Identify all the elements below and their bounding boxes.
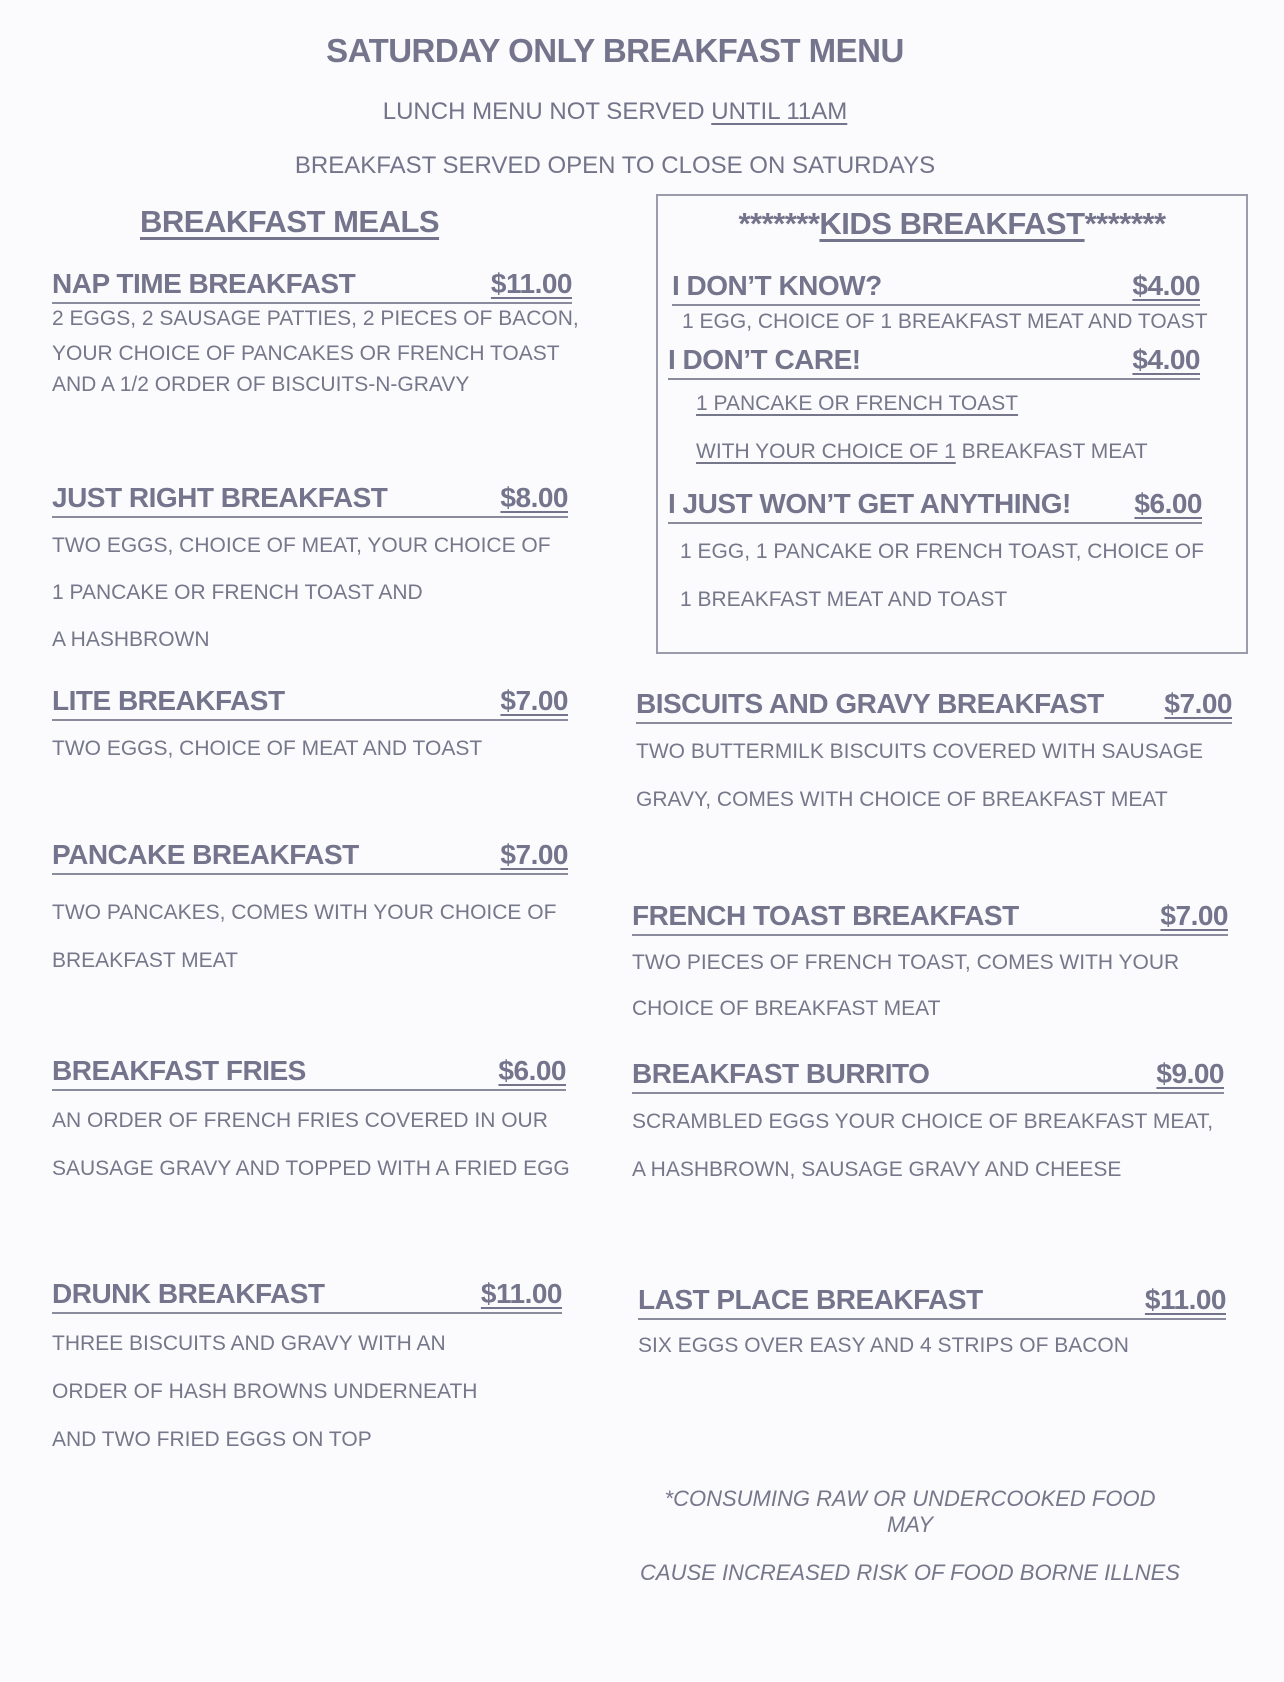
description-line: TWO PIECES OF FRENCH TOAST, COMES WITH YOUR: [632, 951, 1180, 974]
item-header: [668, 488, 1202, 524]
description-line: [696, 428, 1200, 476]
menu-item-pancake: [52, 839, 568, 985]
item-description: [52, 522, 568, 663]
item-header: [52, 839, 568, 875]
item-price: $11.00: [490, 268, 572, 299]
item-description: [52, 304, 579, 396]
kids-breakfast-heading: [658, 206, 1246, 242]
item-header: [638, 1284, 1226, 1320]
item-description: [52, 889, 568, 985]
item-price: $9.00: [1156, 1058, 1224, 1089]
item-name: NAP TIME BREAKFAST: [52, 268, 356, 299]
description-line: TWO PANCAKES, COMES WITH YOUR CHOICE OF: [52, 901, 557, 924]
item-description: [672, 306, 1208, 338]
disclaimer-line: CAUSE INCREASED RISK OF FOOD BORNE ILLNES: [640, 1560, 1180, 1585]
kids-item-dont-care: [668, 344, 1200, 476]
stars-left: *******: [738, 206, 820, 241]
disclaimer-line: *CONSUMING RAW OR UNDERCOOKED FOOD MAY: [664, 1486, 1156, 1537]
item-name: BISCUITS AND GRAVY BREAKFAST: [636, 688, 1104, 719]
item-name: DRUNK BREAKFAST: [52, 1278, 325, 1309]
item-header: [52, 1055, 566, 1091]
description-line: 1 PANCAKE OR FRENCH TOAST AND: [52, 581, 423, 604]
kids-item-dont-know: [672, 270, 1208, 338]
description-line: AN ORDER OF FRENCH FRIES COVERED IN OUR: [52, 1109, 548, 1132]
item-description: [668, 380, 1200, 476]
item-name: I DON’T KNOW?: [672, 270, 882, 301]
description-line: THREE BISCUITS AND GRAVY WITH AN: [52, 1332, 446, 1355]
item-description: [52, 725, 568, 772]
item-name: LITE BREAKFAST: [52, 685, 285, 716]
item-header: [636, 688, 1232, 724]
menu-item-lite: [52, 685, 568, 772]
kids-item-wont-get-anything: [668, 488, 1202, 624]
breakfast-meals-heading: BREAKFAST MEALS: [140, 204, 440, 239]
item-description: [52, 1097, 570, 1193]
menu-item-last-place: [638, 1284, 1226, 1370]
menu-item-breakfast-fries: [52, 1055, 570, 1193]
description-line: BREAKFAST MEAT: [52, 949, 238, 972]
description-line: TWO EGGS, CHOICE OF MEAT, YOUR CHOICE OF: [52, 534, 551, 557]
hours-notice: BREAKFAST SERVED OPEN TO CLOSE ON SATURDAYS: [294, 152, 936, 179]
description-line: SCRAMBLED EGGS YOUR CHOICE OF BREAKFAST MEAT,: [632, 1110, 1214, 1133]
description-line: AND TWO FRIED EGGS ON TOP: [52, 1428, 372, 1451]
item-price: $4.00: [1132, 270, 1200, 301]
stars-right: *******: [1084, 206, 1166, 241]
kids-heading-text: KIDS BREAKFAST: [819, 206, 1085, 241]
item-header: [52, 1278, 562, 1314]
item-price: $8.00: [500, 482, 568, 513]
item-name: BREAKFAST BURRITO: [632, 1058, 930, 1089]
description-line: 1 EGG, CHOICE OF 1 BREAKFAST MEAT AND TOAST: [682, 310, 1208, 333]
item-name: BREAKFAST FRIES: [52, 1055, 306, 1086]
menu-item-biscuits-gravy: [636, 688, 1232, 824]
description-line: SIX EGGS OVER EASY AND 4 STRIPS OF BACON: [638, 1334, 1129, 1357]
item-name: I DON’T CARE!: [668, 344, 861, 375]
description-line: 1 PANCAKE OR FRENCH TOAST: [696, 392, 1019, 415]
item-price: $6.00: [1134, 488, 1202, 519]
item-name: JUST RIGHT BREAKFAST: [52, 482, 388, 513]
item-name: FRENCH TOAST BREAKFAST: [632, 900, 1019, 931]
kids-breakfast-box: [656, 194, 1248, 654]
description-line: YOUR CHOICE OF PANCAKES OR FRENCH TOAST: [52, 342, 560, 365]
item-header: [52, 482, 568, 518]
lunch-notice-time: UNTIL 11AM: [711, 98, 848, 125]
menu-title: SATURDAY ONLY BREAKFAST MENU: [326, 32, 904, 69]
menu-item-drunk: [52, 1278, 562, 1464]
food-safety-disclaimer: [640, 1486, 1180, 1608]
menu-item-burrito: [632, 1058, 1224, 1194]
description-line: A HASHBROWN, SAUSAGE GRAVY AND CHEESE: [632, 1158, 1122, 1181]
item-name: LAST PLACE BREAKFAST: [638, 1284, 983, 1315]
description-line: A HASHBROWN: [52, 628, 210, 651]
item-price: $6.00: [498, 1055, 566, 1086]
item-name: PANCAKE BREAKFAST: [52, 839, 359, 870]
item-price: $11.00: [1144, 1284, 1226, 1315]
menu-item-nap-time: [52, 268, 579, 396]
item-header: [632, 1058, 1224, 1094]
description-line: SAUSAGE GRAVY AND TOPPED WITH A FRIED EGG: [52, 1157, 570, 1180]
item-description: [668, 528, 1202, 624]
item-price: $4.00: [1132, 344, 1200, 375]
item-description: [632, 940, 1228, 1032]
item-name: I JUST WON’T GET ANYTHING!: [668, 488, 1071, 519]
item-price: $7.00: [1160, 900, 1228, 931]
lunch-notice: [0, 98, 1230, 126]
description-line: TWO BUTTERMILK BISCUITS COVERED WITH SAUSAGE: [636, 740, 1204, 763]
item-header: [672, 270, 1200, 306]
description-line: AND A 1/2 ORDER OF BISCUITS-N-GRAVY: [52, 373, 470, 396]
description-line: TWO EGGS, CHOICE OF MEAT AND TOAST: [52, 737, 483, 760]
description-line: 1 BREAKFAST MEAT AND TOAST: [680, 588, 1008, 611]
menu-item-just-right: [52, 482, 568, 663]
description-line: CHOICE OF BREAKFAST MEAT: [632, 997, 941, 1020]
item-price: $7.00: [500, 685, 568, 716]
item-description: [632, 1098, 1224, 1194]
description-line: ORDER OF HASH BROWNS UNDERNEATH: [52, 1380, 478, 1403]
item-description: [638, 1322, 1226, 1370]
description-line: 2 EGGS, 2 SAUSAGE PATTIES, 2 PIECES OF BACON,: [52, 307, 579, 330]
item-header: [668, 344, 1200, 380]
lunch-notice-prefix: LUNCH MENU NOT SERVED: [382, 98, 712, 125]
item-price: $11.00: [480, 1278, 562, 1309]
item-description: [636, 728, 1232, 824]
description-line: 1 EGG, 1 PANCAKE OR FRENCH TOAST, CHOICE OF: [680, 540, 1204, 563]
item-price: $7.00: [500, 839, 568, 870]
description-fragment: BREAKFAST MEAT: [955, 440, 1148, 463]
item-price: $7.00: [1164, 688, 1232, 719]
description-line: GRAVY, COMES WITH CHOICE OF BREAKFAST MEAT: [636, 788, 1168, 811]
item-header: [632, 900, 1228, 936]
item-header: [52, 268, 572, 304]
menu-item-french-toast: [632, 900, 1228, 1032]
description-fragment: WITH YOUR CHOICE OF 1: [696, 440, 956, 463]
item-description: [52, 1320, 562, 1464]
item-header: [52, 685, 568, 721]
